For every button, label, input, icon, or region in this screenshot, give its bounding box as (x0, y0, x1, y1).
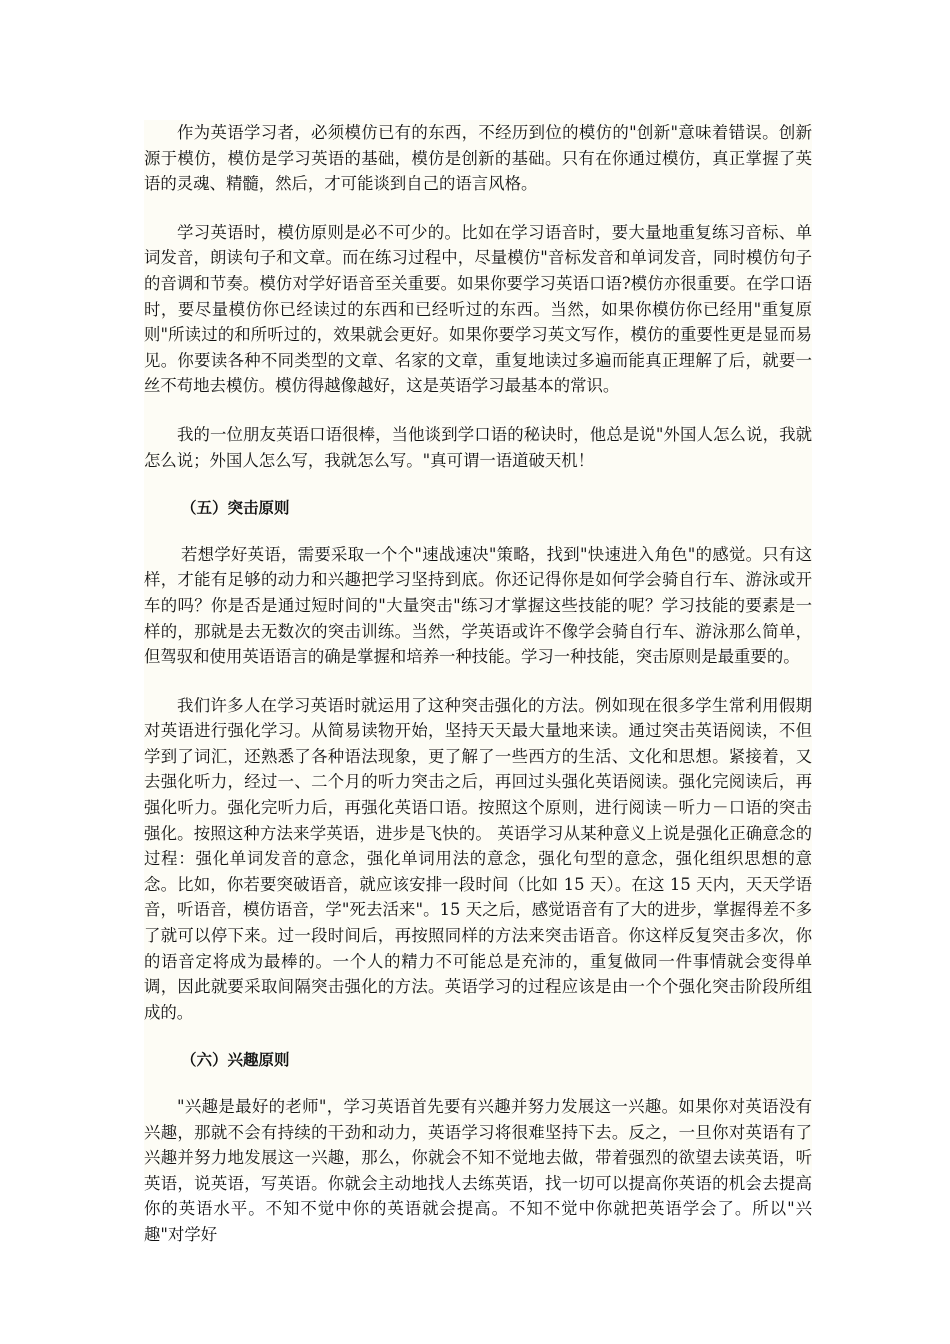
section-heading-intensive: （五）突击原则 (181, 499, 290, 518)
paragraph-imitation-practice: 学习英语时，模仿原则是必不可少的。比如在学习语音时，要大量地重复练习音标、单词发音，朗读句子和文章。而在练习过程中，尽量模仿"音标发音和单词发音，同时模仿句子的音调和节奏。模仿对学好语音至关重要。如果你要学习英语口语?模仿亦很重要。在学口语时，要尽量模仿你已经读过的东西和已经听过的东西。当然，如果你模仿你已经用"重复原则"所读过的和所听过的，效果就会更好。如果你要学习英文写作，模仿的重要性更是显而易见。你要读各种不同类型的文章、名家的文章，重复地读过多遍而能真正理解了后，就要一丝不苟地去模仿。模仿得越像越好，这是英语学习最基本的常识。 (144, 222, 812, 396)
paragraph-intensive-method: 我们许多人在学习英语时就运用了这种突击强化的方法。例如现在很多学生常利用假期对英语进行强化学习。从简易读物开始，坚持天天最大量地来读。通过突击英语阅读，不但学到了词汇，还熟悉了各种语法现象，更了解了一些西方的生活、文化和思想。紧接着，又去强化听力，经过一、二个月的听力突击之后，再回过头强化英语阅读。强化完阅读后，再强化听力。强化完听力后，再强化英语口语。按照这个原则，进行阅读－听力－口语的突击强化。按照这种方法来学英语，进步是飞快的。 英语学习从某种意义上说是强化正确意念的过程：强化单词发音的意念，强化单词用法的意念，强化句型的意念，强化组织思想的意念。比如，你若要突破语音，就应该安排一段时间（比如 15 天）。在这 15 天内，天天学语音，听语音，模仿语音，学"死去活来"。15 天之后，感觉语音有了大的进步，掌握得差不多了就可以停下来。过一段时间后，再按照同样的方法来突击语音。你这样反复突击多次，你的语音定将成为最棒的。一个人的精力不可能总是充沛的，重复做同一件事情就会变得单调，因此就要采取间隔突击强化的方法。英语学习的过程应该是由一个个强化突击阶段所组成的。 (144, 695, 812, 1022)
document-page (144, 120, 812, 1244)
document-body (144, 120, 812, 1248)
section-heading-interest: （六）兴趣原则 (181, 1051, 290, 1070)
paragraph-intensive-intro: 若想学好英语，需要采取一个个"速战速决"策略，找到"快速进入角色"的感觉。只有这样，才能有足够的动力和兴趣把学习坚持到底。你还记得你是如何学会骑自行车、游泳或开车的吗？你是否是通过短时间的"大量突击"练习才掌握这些技能的呢？学习技能的要素是一样的，那就是去无数次的突击训练。当然，学英语或许不像学会骑自行车、游泳那么简单，但驾驭和使用英语语言的确是掌握和培养一种技能。学习一种技能，突击原则是最重要的。 (144, 544, 812, 667)
paragraph-imitation-intro: 作为英语学习者，必须模仿已有的东西，不经历到位的模仿的"创新"意味着错误。创新源于模仿，模仿是学习英语的基础，模仿是创新的基础。只有在你通过模仿，真正掌握了英语的灵魂、精髓，然后，才可能谈到自己的语言风格。 (144, 123, 812, 194)
paragraph-friend-quote: 我的一位朋友英语口语很棒，当他谈到学口语的秘诀时，他总是说"外国人怎么说，我就怎么说；外国人怎么写，我就怎么写。"真可谓一语道破天机！ (144, 424, 812, 470)
paragraph-interest-intro: "兴趣是最好的老师"，学习英语首先要有兴趣并努力发展这一兴趣。如果你对英语没有兴趣，那就不会有持续的干劲和动力，英语学习将很难坚持下去。反之，一旦你对英语有了兴趣并努力地发展这一兴趣，那么，你就会不知不觉地去做，带着强烈的欲望去读英语，听英语，说英语，写英语。你就会主动地找人去练英语，找一切可以提高你英语的机会去提高你的英语水平。不知不觉中你的英语就会提高。不知不觉中你就把英语学会了。所以"兴趣"对学好 (144, 1097, 812, 1244)
